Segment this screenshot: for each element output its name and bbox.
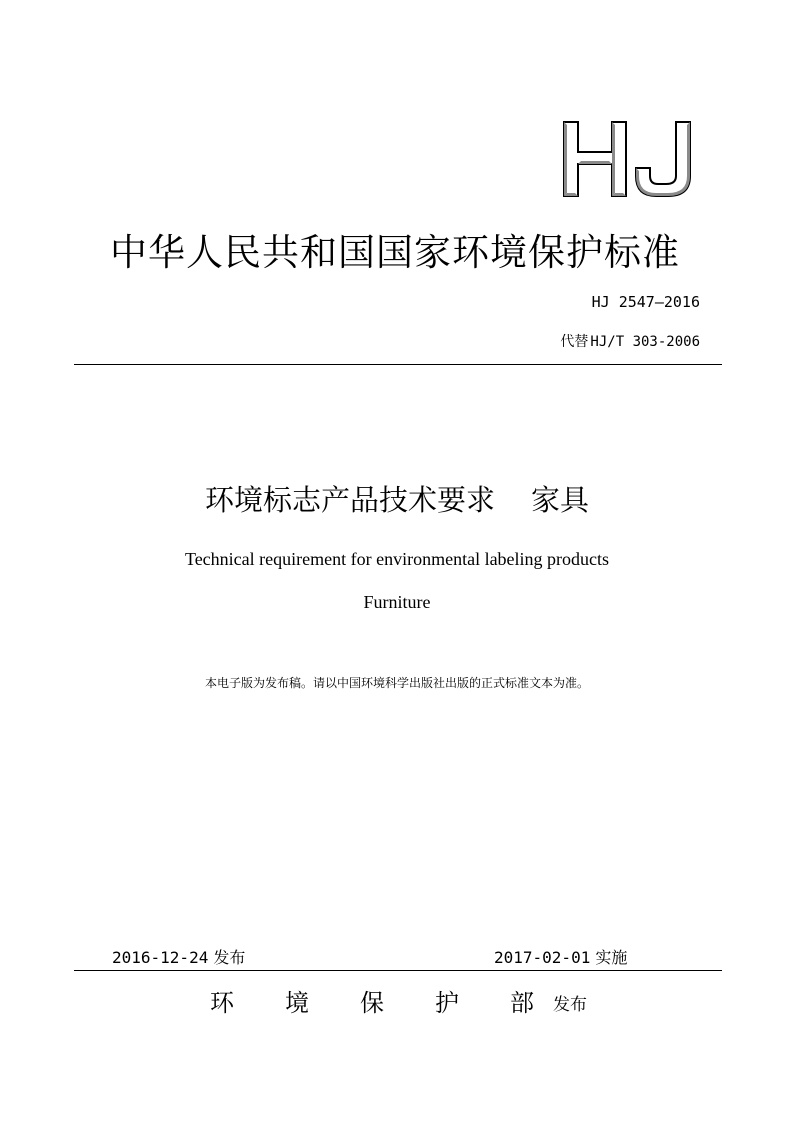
effective-date: 2017-02-01 — [494, 948, 591, 967]
issue-date: 2016-12-24 — [112, 948, 209, 967]
hj-logo — [558, 118, 696, 200]
issuing-authority-title: 中华人民共和国国家环境保护标准 — [110, 231, 680, 274]
standard-title-zh — [0, 478, 794, 519]
publisher-name — [210, 983, 585, 1018]
publisher-suffix: 发布 — [553, 995, 587, 1015]
publisher-char: 境 — [285, 991, 309, 1017]
title-zh-sub: 家具 — [531, 483, 590, 517]
issue-label: 发布 — [213, 948, 246, 967]
publisher-char: 护 — [435, 991, 459, 1017]
effective-date-line — [494, 945, 627, 968]
title-zh-main: 环境标志产品技术要求 — [204, 483, 495, 517]
standard-subtitle-en: Furniture — [363, 592, 431, 612]
standard-number: HJ 2547—2016 — [591, 293, 700, 311]
publisher-char: 环 — [210, 991, 234, 1017]
effective-label: 实施 — [595, 948, 628, 967]
replaces-value: HJ/T 303-2006 — [590, 334, 700, 350]
electronic-version-notice: 本电子版为发布稿。请以中国环境科学出版社出版的正式标准文本为准。 — [204, 676, 589, 690]
logo-letter-j — [636, 122, 690, 196]
replaces-standard — [560, 331, 700, 351]
replaces-label: 代替 — [560, 334, 589, 350]
logo-letter-h — [564, 122, 626, 196]
bottom-divider — [74, 970, 722, 971]
publisher-char: 保 — [360, 991, 384, 1017]
top-divider — [74, 364, 722, 365]
standard-title-en: Technical requirement for environmental labeling products — [184, 549, 610, 569]
publisher-char: 部 — [510, 991, 534, 1017]
issue-date-line — [112, 945, 245, 968]
